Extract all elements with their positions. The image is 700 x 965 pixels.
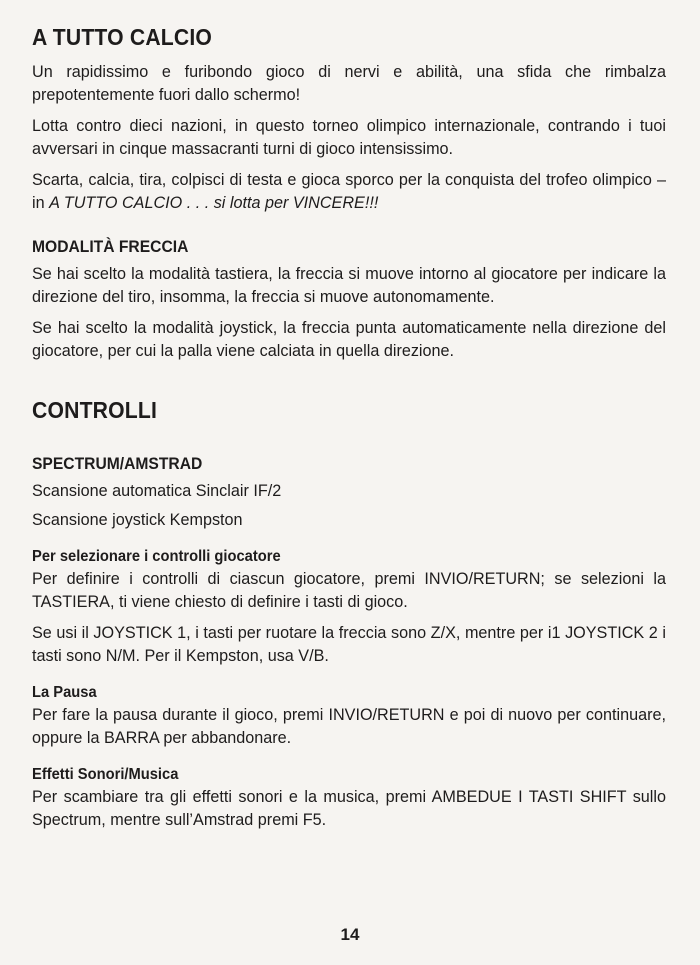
page-title: A TUTTO CALCIO bbox=[32, 24, 213, 50]
spectrum-line-2: Scansione joystick Kempston bbox=[32, 511, 243, 529]
pausa-paragraph: Per fare la pausa durante il gioco, premi INVIO/RETURN e poi di nuovo per continuare, oppure la BARRA per abbandonare. bbox=[32, 706, 666, 747]
intro-paragraph-3-text: Scarta, calcia, tira, colpisci di testa e gioca sporco per la conquista del trofeo olimpico – in bbox=[32, 171, 666, 212]
section-title-controlli: CONTROLLI bbox=[32, 397, 158, 423]
selezionare-paragraph-2: Se usi il JOYSTICK 1, i tasti per ruotare la freccia sono Z/X, mentre per i1 JOYSTICK 2 i tasti sono N/M. Per il Kempston, usa V/B. bbox=[32, 624, 666, 665]
modalita-paragraph-1: Se hai scelto la modalità tastiera, la freccia si muove intorno al giocatore per indicare la direzione del tiro, insomma, la freccia si muove autonomamente. bbox=[32, 265, 666, 306]
page-number: 14 bbox=[340, 925, 360, 944]
heading-pausa: La Pausa bbox=[32, 684, 97, 701]
heading-modalita-freccia: MODALITÀ FRECCIA bbox=[32, 237, 189, 256]
intro-slogan: A TUTTO CALCIO . . . si lotta per VINCERE!!! bbox=[49, 194, 379, 212]
heading-spectrum-amstrad: SPECTRUM/AMSTRAD bbox=[32, 454, 203, 473]
heading-selezionare-controlli: Per selezionare i controlli giocatore bbox=[32, 548, 281, 565]
effetti-paragraph: Per scambiare tra gli effetti sonori e la musica, premi AMBEDUE I TASTI SHIFT sullo Spectrum, mentre sull’Amstrad premi F5. bbox=[32, 788, 666, 829]
intro-paragraph-3 bbox=[32, 169, 666, 215]
intro-paragraph-1: Un rapidissimo e furibondo gioco di nervi e abilità, una sfida che rimbalza prepotentemente fuori dallo schermo! bbox=[32, 63, 666, 104]
modalita-paragraph-2: Se hai scelto la modalità joystick, la freccia punta automaticamente nella direzione del giocatore, per cui la palla viene calciata in quella direzione. bbox=[32, 319, 666, 360]
spectrum-line-1: Scansione automatica Sinclair IF/2 bbox=[32, 482, 282, 500]
selezionare-paragraph-1: Per definire i controlli di ciascun giocatore, premi INVIO/RETURN; se selezioni la TASTIERA, ti viene chiesto di definire i tasti di gioco. bbox=[32, 570, 666, 611]
intro-paragraph-2: Lotta contro dieci nazioni, in questo torneo olimpico internazionale, contrando i tuoi avversari in cinque massacranti turni di gioco intensissimo. bbox=[32, 117, 666, 158]
heading-effetti-sonori: Effetti Sonori/Musica bbox=[32, 766, 179, 783]
